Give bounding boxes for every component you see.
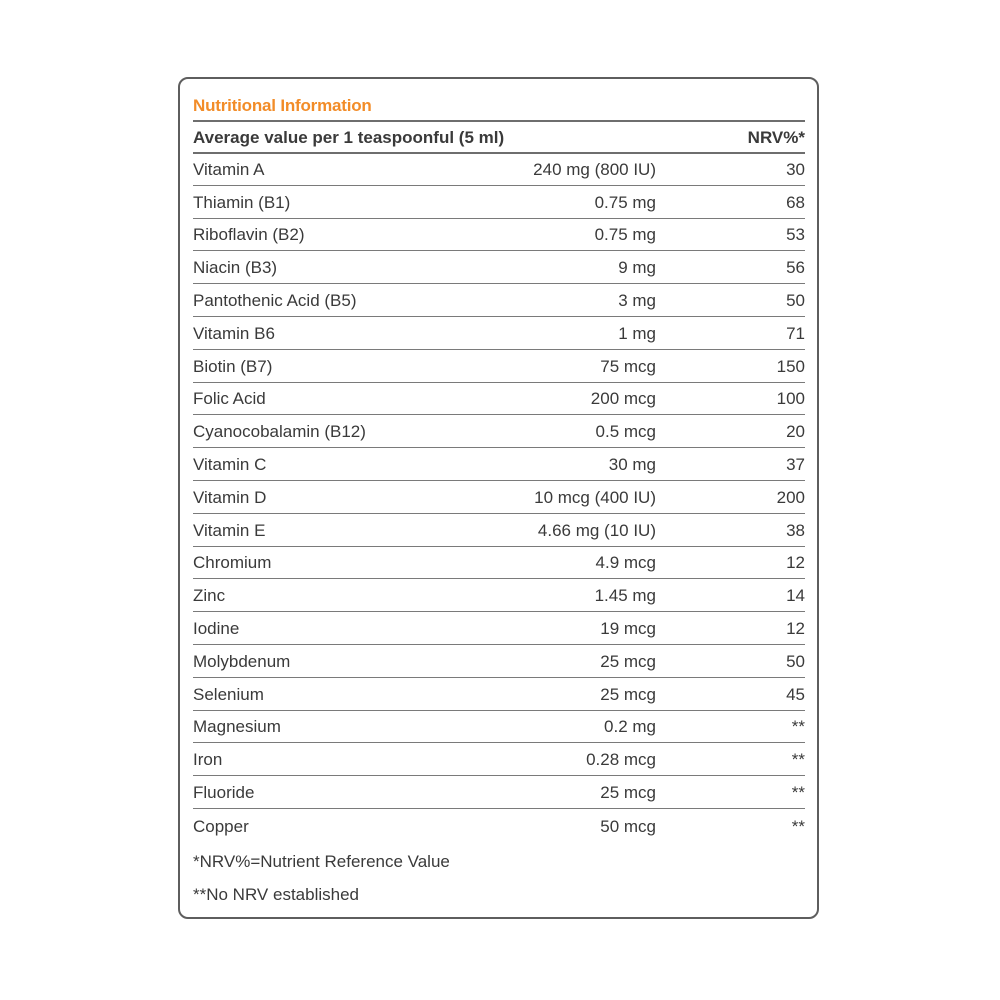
table-row	[193, 284, 805, 317]
nutrient-name: Magnesium	[193, 717, 281, 737]
nutrient-name: Niacin (B3)	[193, 258, 278, 278]
nutrient-name: Vitamin B6	[193, 323, 275, 343]
nutrient-nrv: 200	[776, 487, 805, 507]
table-row	[193, 153, 805, 186]
nutrient-name: Vitamin D	[193, 487, 267, 507]
table-row	[193, 251, 805, 284]
nutrient-name: Zinc	[193, 586, 226, 606]
nutrient-amount: 0.75 mg	[594, 225, 656, 245]
table-row	[193, 317, 805, 350]
nutrient-amount: 19 mcg	[600, 618, 656, 638]
nutrient-nrv: 50	[786, 290, 805, 310]
nutrient-nrv: **	[791, 750, 805, 770]
table-row	[193, 711, 805, 744]
nutrient-name: Folic Acid	[193, 389, 266, 409]
table-header	[193, 124, 805, 152]
nutrient-nrv: 12	[786, 618, 805, 638]
table-row	[193, 612, 805, 645]
nutrient-amount: 1.45 mg	[594, 586, 656, 606]
title-divider	[193, 120, 805, 122]
table-row	[193, 481, 805, 514]
nutrient-amount: 4.66 mg (10 IU)	[537, 520, 656, 540]
table-row	[193, 809, 805, 842]
nutrient-name: Thiamin (B1)	[193, 192, 291, 212]
table-row	[193, 678, 805, 711]
nutrient-amount: 0.28 mcg	[586, 750, 656, 770]
nutrient-nrv: 30	[786, 159, 805, 179]
table-row	[193, 219, 805, 252]
nutrient-nrv: 53	[786, 225, 805, 245]
nutrient-amount: 50 mcg	[600, 816, 656, 836]
footnotes	[193, 848, 805, 914]
table-row	[193, 579, 805, 612]
nutrient-nrv: 14	[786, 586, 805, 606]
nutrient-table	[193, 153, 805, 842]
nutrient-name: Vitamin E	[193, 520, 266, 540]
nutrient-amount: 3 mg	[618, 290, 656, 310]
nutrient-nrv: 71	[786, 323, 805, 343]
table-row	[193, 514, 805, 547]
nutrient-name: Chromium	[193, 553, 272, 573]
nutrient-amount: 0.5 mcg	[595, 422, 656, 442]
panel-title: Nutritional Information	[193, 96, 372, 115]
nutrient-nrv: 12	[786, 553, 805, 573]
table-row	[193, 350, 805, 383]
nutrient-amount: 30 mg	[608, 454, 656, 474]
nutrient-amount: 1 mg	[618, 323, 656, 343]
nutrient-name: Copper	[193, 816, 249, 836]
header-serving: Average value per 1 teaspoonful (5 ml)	[193, 128, 505, 147]
table-row	[193, 645, 805, 678]
footnote-nrv-definition: *NRV%=Nutrient Reference Value	[193, 852, 450, 871]
table-row	[193, 547, 805, 580]
nutrient-nrv: 56	[786, 258, 805, 278]
nutrient-nrv: 50	[786, 651, 805, 671]
table-row	[193, 776, 805, 809]
nutrient-name: Fluoride	[193, 782, 255, 802]
nutrient-nrv: 68	[786, 192, 805, 212]
nutrient-name: Pantothenic Acid (B5)	[193, 290, 357, 310]
nutrient-nrv: 37	[786, 454, 805, 474]
nutrient-name: Cyanocobalamin (B12)	[193, 422, 366, 442]
nutrient-name: Riboflavin (B2)	[193, 225, 305, 245]
table-row	[193, 415, 805, 448]
nutrient-nrv: **	[791, 717, 805, 737]
nutrient-name: Selenium	[193, 684, 264, 704]
nutrient-amount: 25 mcg	[600, 684, 656, 704]
nutrient-amount: 0.75 mg	[594, 192, 656, 212]
table-row	[193, 448, 805, 481]
nutrient-name: Iodine	[193, 618, 240, 638]
nutrient-nrv: 45	[786, 684, 805, 704]
nutrient-nrv: 38	[786, 520, 805, 540]
nutrient-name: Biotin (B7)	[193, 356, 273, 376]
nutrient-amount: 9 mg	[618, 258, 656, 278]
nutrient-nrv: 20	[786, 422, 805, 442]
nutrient-amount: 75 mcg	[600, 356, 656, 376]
nutrient-nrv: **	[791, 816, 805, 836]
nutrient-name: Vitamin C	[193, 454, 267, 474]
nutrient-name: Iron	[193, 750, 223, 770]
nutrient-name: Vitamin A	[193, 159, 265, 179]
table-row	[193, 186, 805, 219]
header-nrv: NRV%*	[747, 128, 805, 147]
nutrient-nrv: **	[791, 782, 805, 802]
nutrient-amount: 0.2 mg	[604, 717, 656, 737]
table-row	[193, 383, 805, 416]
nutrient-amount: 4.9 mcg	[595, 553, 656, 573]
nutrient-nrv: 150	[776, 356, 805, 376]
nutrient-amount: 200 mcg	[590, 389, 656, 409]
nutrient-amount: 10 mcg (400 IU)	[534, 487, 656, 507]
nutrient-amount: 25 mcg	[600, 782, 656, 802]
table-row	[193, 743, 805, 776]
nutrient-amount: 240 mg (800 IU)	[533, 159, 656, 179]
footnote-no-nrv: **No NRV established	[193, 885, 359, 904]
nutrient-nrv: 100	[776, 389, 805, 409]
nutrient-name: Molybdenum	[193, 651, 291, 671]
nutrient-amount: 25 mcg	[600, 651, 656, 671]
